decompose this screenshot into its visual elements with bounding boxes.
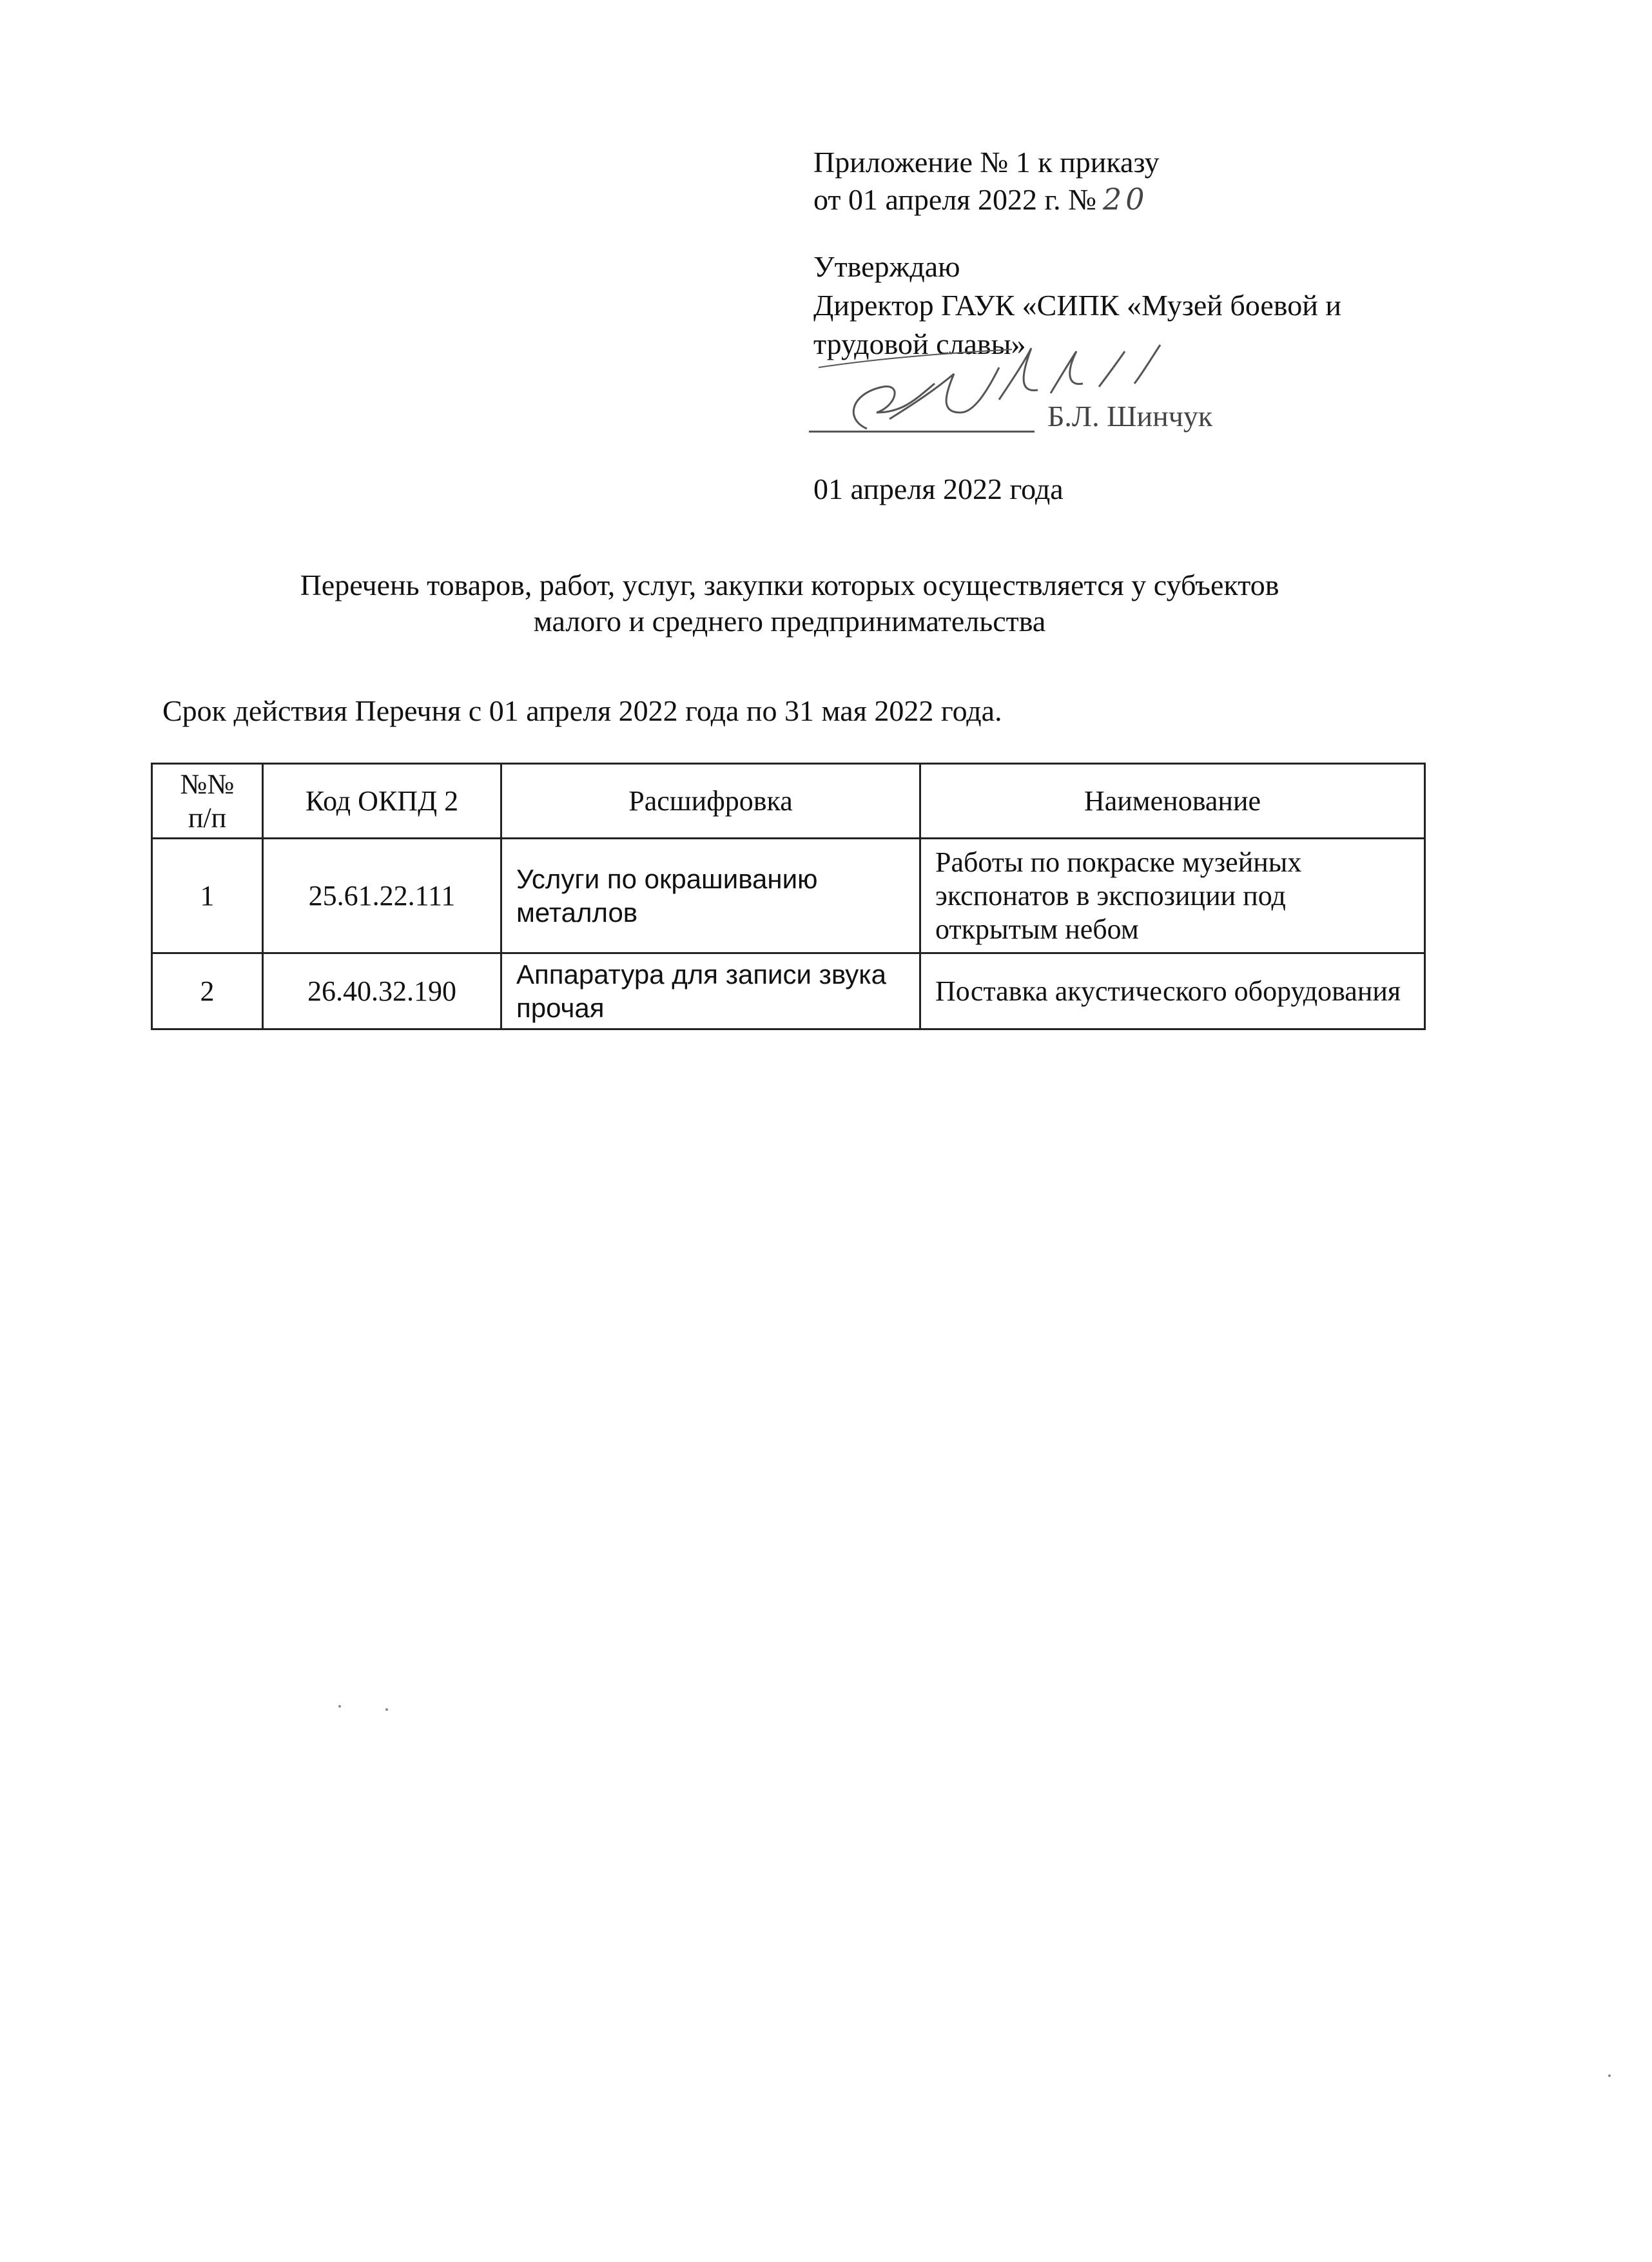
scan-speck bbox=[385, 1708, 388, 1711]
appendix-line1: Приложение № 1 к приказу bbox=[813, 146, 1160, 179]
row-description: Услуги по окрашиванию металлов bbox=[501, 839, 920, 953]
header-code: Код ОКПД 2 bbox=[263, 764, 501, 839]
header-number bbox=[152, 764, 263, 839]
approval-label: Утверждаю bbox=[813, 250, 960, 283]
header-number-line1: №№ bbox=[180, 768, 235, 800]
header-description: Расшифровка bbox=[501, 764, 920, 839]
scan-speck bbox=[338, 1705, 341, 1708]
title-line2: малого и среднего предпринимательства bbox=[533, 605, 1046, 638]
row-description: Аппаратура для записи звука прочая bbox=[501, 953, 920, 1029]
signer-name: Б.Л. Шинчук bbox=[1047, 400, 1213, 433]
table-row bbox=[152, 953, 1425, 1029]
appendix-order-prefix: от 01 апреля 2022 г. № bbox=[813, 183, 1097, 216]
row-code: 25.61.22.111 bbox=[263, 839, 501, 953]
table-row bbox=[152, 839, 1425, 953]
row-name: Работы по покраске музейных экспонатов в экспозиции под открытым небом bbox=[920, 839, 1425, 953]
header-name: Наименование bbox=[920, 764, 1425, 839]
appendix-line2 bbox=[813, 182, 1149, 217]
row-code: 26.40.32.190 bbox=[263, 953, 501, 1029]
title-line1: Перечень товаров, работ, услуг, закупки которых осуществляется у субъектов bbox=[300, 569, 1279, 601]
table-header-row bbox=[152, 764, 1425, 839]
goods-table bbox=[151, 763, 1426, 1030]
handwritten-order-number: 20 bbox=[1103, 182, 1149, 217]
scan-speck bbox=[1608, 2074, 1611, 2077]
header-number-line2: п/п bbox=[188, 801, 227, 834]
approval-date: 01 апреля 2022 года bbox=[813, 473, 1064, 505]
row-name: Поставка акустического оборудования bbox=[920, 953, 1425, 1029]
validity-period: Срок действия Перечня с 01 апреля 2022 года по 31 мая 2022 года. bbox=[162, 694, 1002, 727]
signature-line bbox=[809, 431, 1035, 433]
approval-position-line2: трудовой славы» bbox=[813, 327, 1026, 360]
document-title bbox=[193, 567, 1386, 639]
row-number: 2 bbox=[152, 953, 263, 1029]
row-number: 1 bbox=[152, 839, 263, 953]
approval-position-line1: Директор ГАУК «СИПК «Музей боевой и bbox=[813, 289, 1341, 322]
